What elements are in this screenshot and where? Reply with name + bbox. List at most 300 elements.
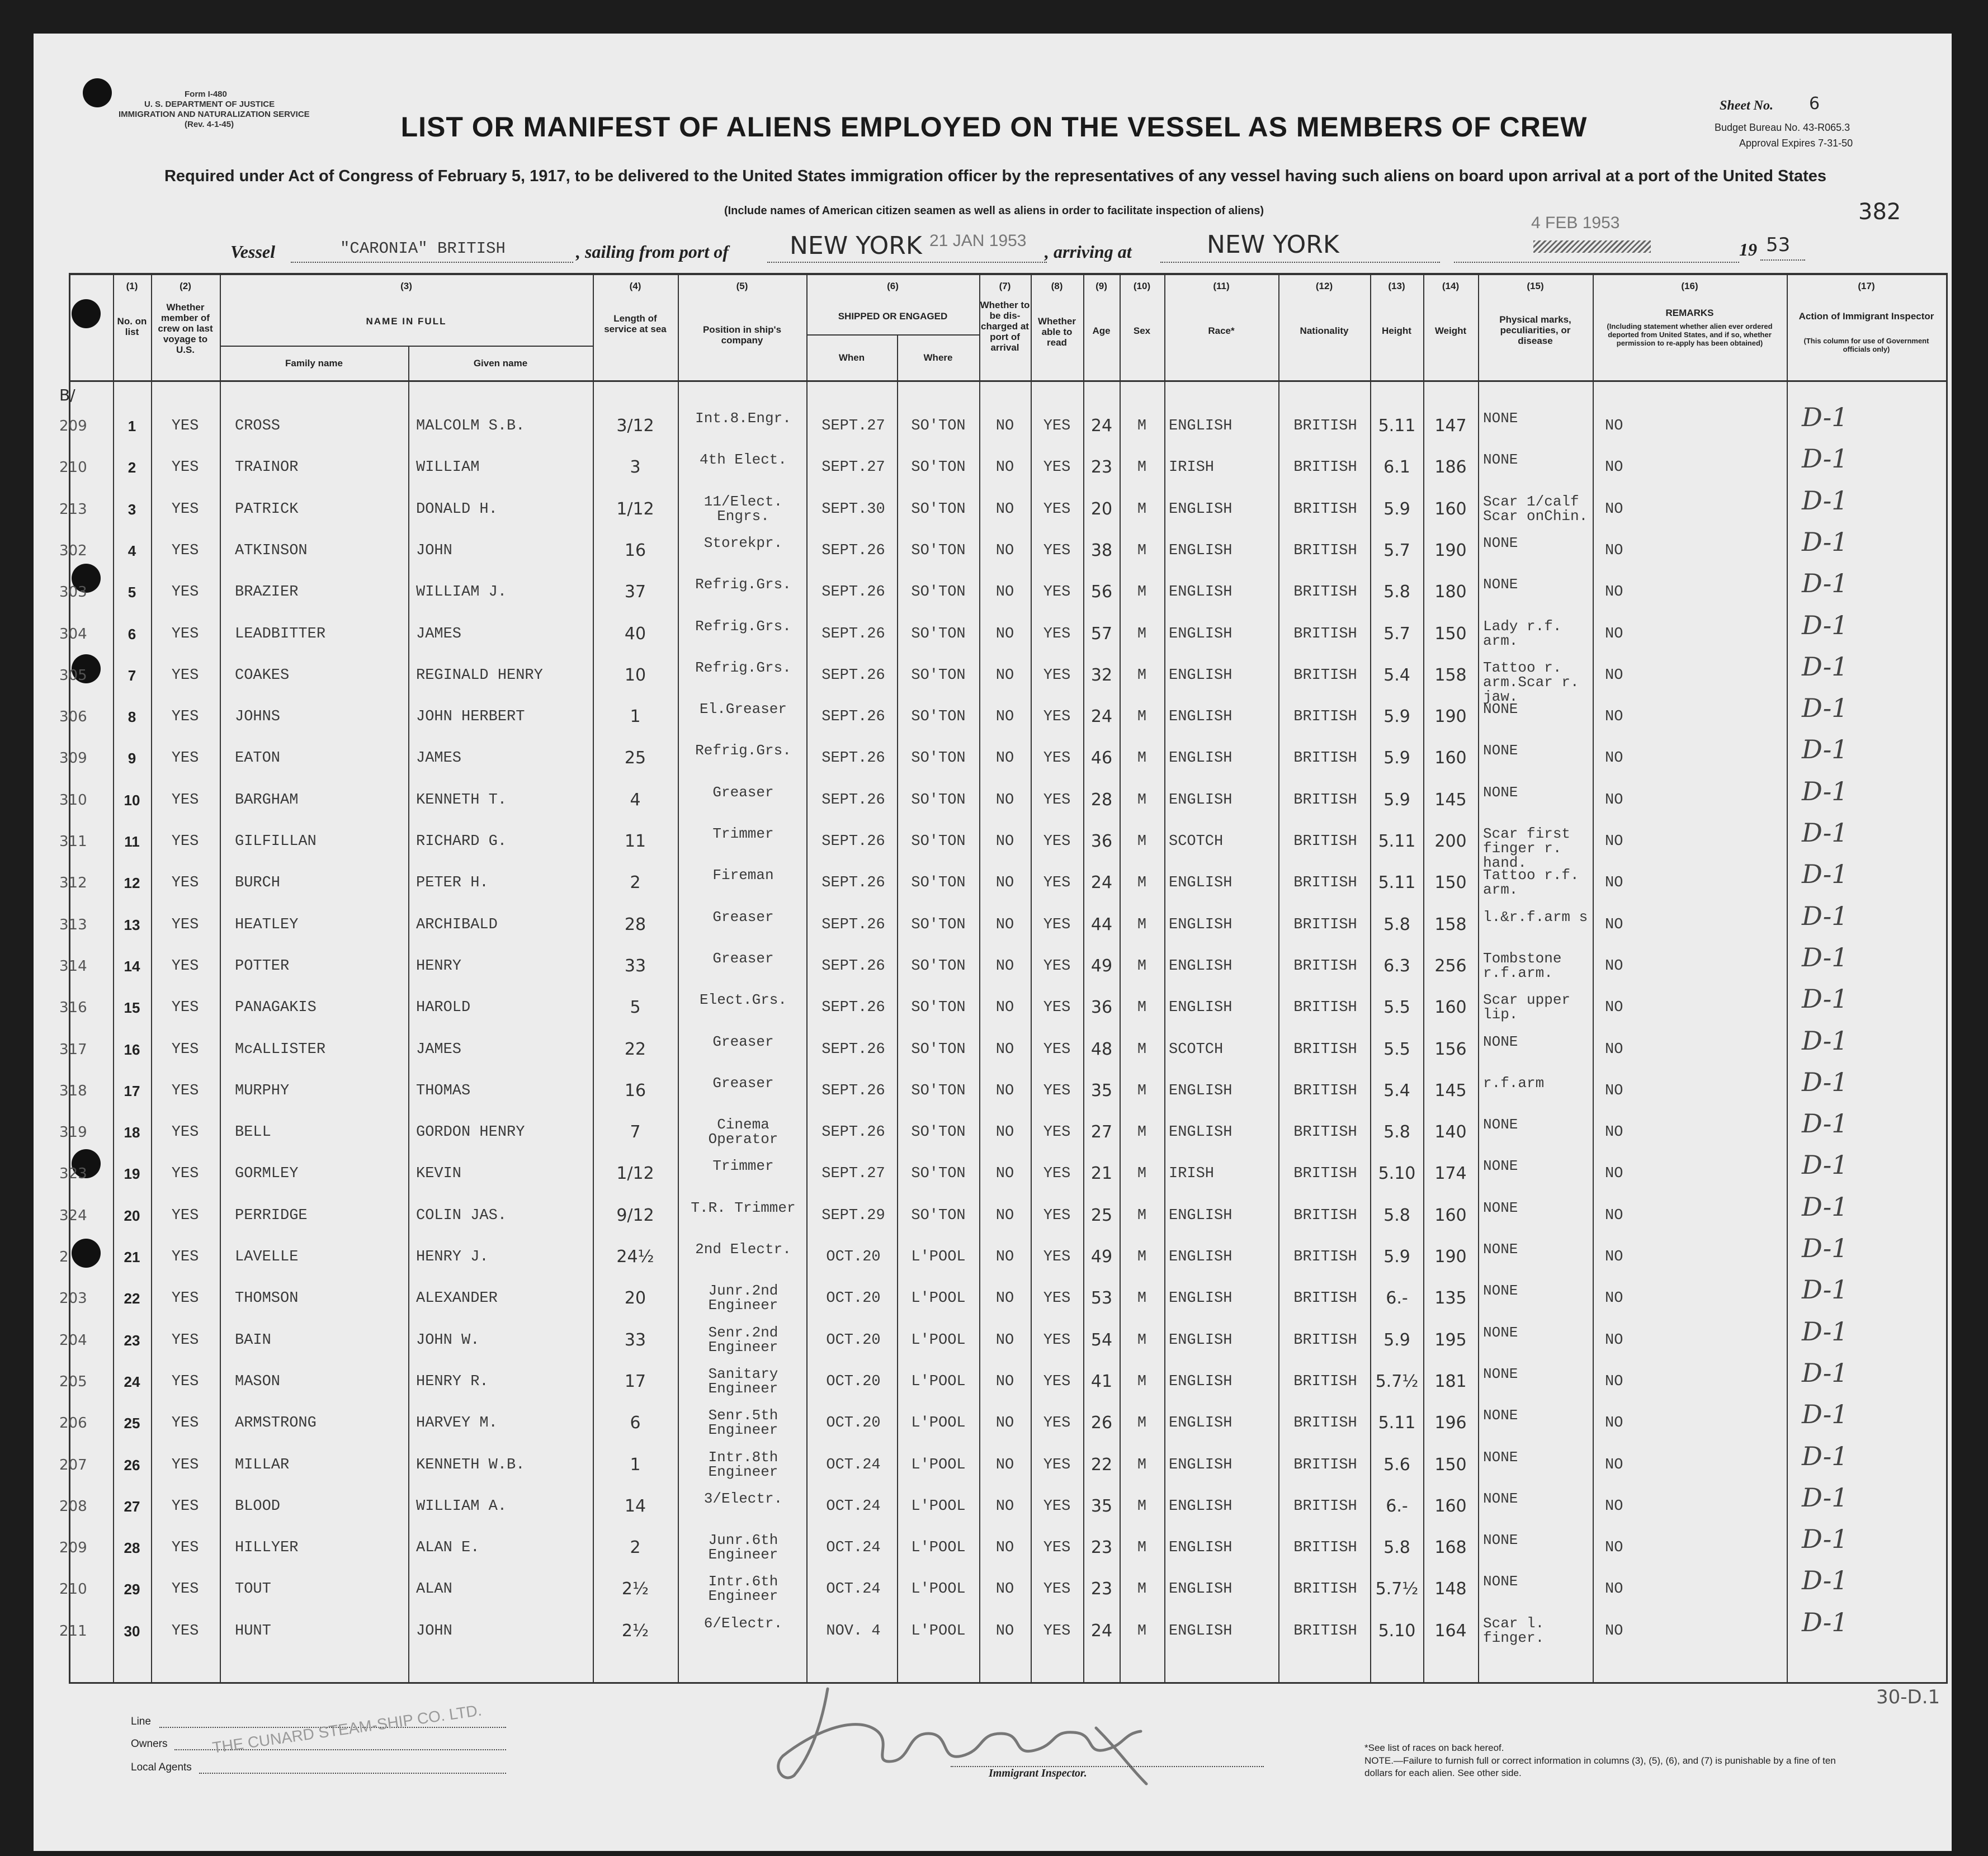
cell-nationality: BRITISH: [1293, 1539, 1357, 1556]
cell-where: SO'TON: [911, 792, 966, 809]
col10-num: (10): [1133, 281, 1151, 291]
cell-crew: YES: [171, 750, 199, 767]
cell-crew: YES: [171, 418, 199, 435]
cell-when: SEPT.30: [821, 501, 885, 518]
cell-nationality: BRITISH: [1293, 459, 1357, 476]
cell-sex: M: [1137, 1249, 1147, 1265]
cell-tally: 319: [59, 1124, 87, 1141]
cell-weight: 158: [1434, 915, 1467, 934]
cell-position: Intr.6th Engineer: [708, 1573, 778, 1604]
cell-when: SEPT.26: [821, 833, 885, 850]
cell-tally: 302: [59, 542, 87, 559]
cell-nationality: BRITISH: [1293, 750, 1357, 767]
cell-height: 5.7½: [1375, 1372, 1419, 1391]
col15-num: (15): [1527, 281, 1544, 291]
cell-race: IRISH: [1169, 459, 1215, 476]
cell-no: 9: [128, 750, 136, 767]
cell-position: Senr.5th Engineer: [708, 1407, 778, 1438]
cell-read: YES: [1043, 1207, 1071, 1224]
cell-given: REGINALD HENRY: [416, 667, 543, 684]
cell-given: ARCHIBALD: [416, 917, 498, 933]
table-row: [0, 901, 1988, 946]
cell-nationality: BRITISH: [1293, 917, 1357, 933]
cell-age: 48: [1090, 1040, 1113, 1059]
table-row: [0, 443, 1988, 488]
table-row: [0, 693, 1988, 738]
cell-no: 23: [124, 1332, 140, 1349]
cell-race: ENGLISH: [1169, 667, 1233, 684]
cell-nationality: BRITISH: [1293, 833, 1357, 850]
cell-no: 13: [124, 917, 140, 933]
cell-family: JOHNS: [235, 709, 281, 725]
cell-given: THOMAS: [416, 1083, 471, 1099]
cell-service: 33: [624, 1330, 646, 1350]
cell-crew: YES: [171, 1249, 199, 1265]
cell-remarks: NO: [1605, 1373, 1623, 1390]
cell-action: D-1: [1802, 485, 1848, 516]
table-row: [0, 1399, 1988, 1444]
cell-when: OCT.20: [826, 1290, 881, 1307]
cell-sex: M: [1137, 459, 1147, 476]
col14-num: (14): [1442, 281, 1460, 291]
cell-family: BRAZIER: [235, 584, 299, 601]
cell-tally: 203: [59, 1290, 87, 1307]
cell-given: JOHN HERBERT: [416, 709, 525, 725]
cell-discharged: NO: [995, 1041, 1014, 1058]
cell-crew: YES: [171, 1124, 199, 1141]
cell-service: 14: [624, 1496, 646, 1516]
cell-read: YES: [1043, 999, 1071, 1016]
cell-sex: M: [1137, 1457, 1147, 1474]
cell-crew: YES: [171, 792, 199, 809]
cell-age: 23: [1090, 1538, 1113, 1557]
cell-height: 5.11: [1378, 416, 1416, 436]
cell-age: 24: [1090, 416, 1113, 436]
cell-read: YES: [1043, 1041, 1071, 1058]
cell-nationality: BRITISH: [1293, 418, 1357, 435]
department: U. S. DEPARTMENT OF JUSTICE: [144, 100, 275, 109]
cell-marks: Tombstone r.f.arm.: [1483, 950, 1562, 981]
table-row: [0, 984, 1988, 1028]
cell-marks: Scar l. finger.: [1483, 1615, 1545, 1646]
cell-family: POTTER: [235, 958, 290, 975]
cell-race: ENGLISH: [1169, 501, 1233, 518]
cell-service: 16: [624, 1081, 646, 1101]
cell-tally: 313: [59, 917, 87, 933]
cell-given: COLIN JAS.: [416, 1207, 507, 1224]
cell-race: IRISH: [1169, 1165, 1215, 1182]
cell-where: SO'TON: [911, 501, 966, 518]
cell-nationality: BRITISH: [1293, 1332, 1357, 1349]
cell-family: HILLYER: [235, 1539, 299, 1556]
table-row: [0, 568, 1988, 613]
cell-where: SO'TON: [911, 542, 966, 559]
cell-race: ENGLISH: [1169, 750, 1233, 767]
cell-where: L'POOL: [911, 1332, 966, 1349]
cell-nationality: BRITISH: [1293, 1498, 1357, 1515]
cell-age: 21: [1090, 1164, 1113, 1183]
cell-weight: 150: [1434, 873, 1467, 892]
cell-no: 24: [124, 1373, 140, 1390]
cell-age: 38: [1090, 541, 1113, 560]
cell-given: JOHN: [416, 1623, 452, 1640]
cell-age: 25: [1090, 1206, 1113, 1225]
cell-read: YES: [1043, 1498, 1071, 1515]
col6-num: (6): [887, 281, 899, 291]
cell-sex: M: [1137, 667, 1147, 684]
cell-when: SEPT.27: [821, 459, 885, 476]
cell-where: L'POOL: [911, 1290, 966, 1307]
cell-position: Cinema Operator: [708, 1116, 778, 1147]
cell-family: PANAGAKIS: [235, 999, 317, 1016]
col6-header: SHIPPED OR ENGAGED: [838, 311, 948, 322]
cell-age: 57: [1090, 624, 1113, 644]
cell-remarks: NO: [1605, 1332, 1623, 1349]
cell-marks: NONE: [1483, 1532, 1518, 1548]
cell-sex: M: [1137, 958, 1147, 975]
cell-where: SO'TON: [911, 999, 966, 1016]
col2-header: Whether member of crew on last voyage to U.S.: [158, 302, 213, 355]
cell-where: SO'TON: [911, 667, 966, 684]
cell-age: 44: [1090, 915, 1113, 934]
cell-read: YES: [1043, 459, 1071, 476]
cell-where: L'POOL: [911, 1457, 966, 1474]
cell-age: 23: [1090, 457, 1113, 477]
cell-no: 28: [124, 1539, 140, 1556]
cell-family: TOUT: [235, 1581, 271, 1598]
cell-age: 28: [1090, 790, 1113, 810]
cell-given: PETER H.: [416, 875, 489, 891]
cell-read: YES: [1043, 626, 1071, 643]
cell-weight: 180: [1434, 582, 1467, 602]
cell-age: 27: [1090, 1122, 1113, 1142]
cell-given: MALCOLM S.B.: [416, 418, 525, 435]
cell-family: BAIN: [235, 1332, 271, 1349]
col10-header: Sex: [1133, 325, 1151, 336]
table-row: [0, 776, 1988, 821]
cell-marks: NONE: [1483, 1116, 1518, 1133]
cell-weight: 174: [1434, 1164, 1467, 1183]
cell-weight: 145: [1434, 1081, 1467, 1101]
cell-weight: 160: [1434, 1496, 1467, 1516]
cell-race: SCOTCH: [1169, 833, 1224, 850]
table-row: [0, 527, 1988, 572]
cell-position: Greaser: [712, 1075, 774, 1092]
cell-age: 56: [1090, 582, 1113, 602]
footer-line-label: Line: [131, 1716, 151, 1727]
cell-action: D-1: [1802, 1482, 1848, 1513]
cell-position: Junr.2nd Engineer: [708, 1282, 778, 1314]
cell-sex: M: [1137, 1207, 1147, 1224]
cell-read: YES: [1043, 1539, 1071, 1556]
cell-crew: YES: [171, 1623, 199, 1640]
cell-tally: 309: [59, 750, 87, 767]
cell-position: Trimmer: [712, 825, 774, 842]
cell-age: 20: [1090, 499, 1113, 519]
cell-age: 32: [1090, 665, 1113, 685]
col8-header: Whether able to read: [1038, 316, 1076, 348]
cell-action: D-1: [1802, 651, 1848, 682]
cell-where: SO'TON: [911, 584, 966, 601]
cell-weight: 156: [1434, 1040, 1467, 1059]
cell-when: SEPT.26: [821, 958, 885, 975]
cell-sex: M: [1137, 833, 1147, 850]
cell-position: Greaser: [712, 1033, 774, 1050]
table-row: [0, 651, 1988, 705]
cell-age: 24: [1090, 873, 1113, 892]
cell-action: D-1: [1802, 984, 1848, 1014]
cell-tally: 306: [59, 709, 87, 725]
cell-nationality: BRITISH: [1293, 792, 1357, 809]
cell-nationality: BRITISH: [1293, 584, 1357, 601]
cell-family: HUNT: [235, 1623, 271, 1640]
cell-family: BURCH: [235, 875, 281, 891]
cell-action: D-1: [1802, 610, 1848, 640]
cell-read: YES: [1043, 1457, 1071, 1474]
cell-read: YES: [1043, 750, 1071, 767]
cell-marks: NONE: [1483, 1573, 1518, 1590]
cell-tally: 213: [59, 501, 87, 518]
cell-sex: M: [1137, 1415, 1147, 1432]
cell-crew: YES: [171, 1415, 199, 1432]
cell-action: D-1: [1802, 1565, 1848, 1595]
cell-nationality: BRITISH: [1293, 958, 1357, 975]
prefix-b: B/: [59, 386, 75, 404]
cell-race: ENGLISH: [1169, 1623, 1233, 1640]
cell-crew: YES: [171, 1373, 199, 1390]
cell-nationality: BRITISH: [1293, 1290, 1357, 1307]
cell-weight: 190: [1434, 707, 1467, 726]
cell-given: HENRY: [416, 958, 462, 975]
cell-family: LEADBITTER: [235, 626, 326, 643]
cell-crew: YES: [171, 1041, 199, 1058]
cell-sex: M: [1137, 1623, 1147, 1640]
col12-header: Nationality: [1300, 325, 1349, 336]
col17-header: Action of Immigrant Inspector: [1798, 311, 1934, 322]
cell-read: YES: [1043, 1373, 1071, 1390]
cell-where: SO'TON: [911, 875, 966, 891]
cell-where: L'POOL: [911, 1373, 966, 1390]
sailing-date-stamp: 21 JAN 1953: [929, 232, 1027, 250]
col6b-header: Where: [923, 352, 953, 363]
fine-note: NOTE.—Failure to furnish full or correct information in columns (3), (5), (6), and (7) is punishable by a fine of ten dollars for each alien. See other side.: [1364, 1755, 1836, 1778]
cell-tally: 2: [59, 1249, 69, 1265]
cell-remarks: NO: [1605, 418, 1623, 435]
cell-when: SEPT.26: [821, 750, 885, 767]
cell-weight: 186: [1434, 457, 1467, 477]
table-row: [0, 1233, 1988, 1278]
cell-position: Greaser: [712, 950, 774, 967]
cell-race: SCOTCH: [1169, 1041, 1224, 1058]
cell-action: D-1: [1802, 527, 1848, 557]
cell-tally: 316: [59, 999, 87, 1016]
cell-given: WILLIAM J.: [416, 584, 507, 601]
cell-service: 4: [630, 790, 641, 810]
agent-stamp: THE CUNARD STEAM-SHIP CO. LTD.: [211, 1701, 483, 1756]
cell-position: Junr.6th Engineer: [708, 1532, 778, 1563]
col1-num: (1): [126, 281, 138, 291]
cell-remarks: NO: [1605, 584, 1623, 601]
cell-crew: YES: [171, 999, 199, 1016]
cell-marks: NONE: [1483, 576, 1518, 593]
cell-weight: 145: [1434, 790, 1467, 810]
cell-discharged: NO: [995, 1498, 1014, 1515]
cell-remarks: NO: [1605, 1207, 1623, 1224]
cell-weight: 150: [1434, 624, 1467, 644]
cell-height: 5.8: [1383, 1538, 1410, 1557]
cell-action: D-1: [1802, 859, 1848, 889]
cell-action: D-1: [1802, 901, 1848, 931]
cell-service: 33: [624, 956, 646, 976]
inspector-label: Immigrant Inspector.: [989, 1767, 1087, 1779]
cell-where: L'POOL: [911, 1539, 966, 1556]
cell-marks: NONE: [1483, 1407, 1518, 1424]
cell-read: YES: [1043, 709, 1071, 725]
cell-no: 22: [124, 1290, 140, 1307]
cell-when: SEPT.26: [821, 542, 885, 559]
cell-no: 6: [128, 626, 136, 643]
cell-sex: M: [1137, 626, 1147, 643]
cell-race: ENGLISH: [1169, 1207, 1233, 1224]
cell-when: SEPT.26: [821, 792, 885, 809]
cell-race: ENGLISH: [1169, 1498, 1233, 1515]
cell-marks: Tattoo r.f. arm.: [1483, 867, 1579, 898]
cell-nationality: BRITISH: [1293, 1457, 1357, 1474]
cell-where: SO'TON: [911, 1041, 966, 1058]
cell-weight: 164: [1434, 1621, 1467, 1641]
cell-where: SO'TON: [911, 1165, 966, 1182]
cell-position: Refrig.Grs.: [695, 742, 791, 759]
cell-service: 22: [624, 1040, 646, 1059]
cell-service: 24½: [616, 1247, 654, 1267]
cell-sex: M: [1137, 1373, 1147, 1390]
cell-when: SEPT.26: [821, 875, 885, 891]
col9-header: Age: [1092, 325, 1111, 336]
cell-nationality: BRITISH: [1293, 542, 1357, 559]
cell-nationality: BRITISH: [1293, 1207, 1357, 1224]
cell-service: 1/12: [616, 1164, 654, 1183]
footer-owners-label: Owners: [131, 1738, 168, 1750]
cell-position: 2nd Electr.: [695, 1241, 791, 1258]
cell-where: SO'TON: [911, 418, 966, 435]
cell-height: 5.6: [1383, 1455, 1410, 1475]
cell-nationality: BRITISH: [1293, 1249, 1357, 1265]
cell-no: 18: [124, 1124, 140, 1141]
cell-when: OCT.20: [826, 1332, 881, 1349]
cell-action: D-1: [1802, 1108, 1848, 1139]
cell-no: 12: [124, 875, 140, 891]
cell-sex: M: [1137, 501, 1147, 518]
cell-nationality: BRITISH: [1293, 875, 1357, 891]
footer-agents-label: Local Agents: [131, 1761, 192, 1773]
cell-remarks: NO: [1605, 917, 1623, 933]
cell-family: HEATLEY: [235, 917, 299, 933]
cell-action: D-1: [1802, 1441, 1848, 1471]
cell-family: TRAINOR: [235, 459, 299, 476]
cell-tally: 318: [59, 1083, 87, 1099]
cell-sex: M: [1137, 1041, 1147, 1058]
cell-weight: 196: [1434, 1413, 1467, 1433]
cell-read: YES: [1043, 667, 1071, 684]
cell-marks: NONE: [1483, 1449, 1518, 1466]
cell-no: 14: [124, 958, 140, 975]
cell-crew: YES: [171, 1165, 199, 1182]
cell-sex: M: [1137, 917, 1147, 933]
cell-tally: 210: [59, 459, 87, 476]
cell-race: ENGLISH: [1169, 418, 1233, 435]
table-row: [0, 1150, 1988, 1194]
cell-remarks: NO: [1605, 1457, 1623, 1474]
cell-remarks: NO: [1605, 1124, 1623, 1141]
cell-read: YES: [1043, 1581, 1071, 1598]
cell-where: L'POOL: [911, 1249, 966, 1265]
cell-where: SO'TON: [911, 833, 966, 850]
cell-marks: Scar upper lip.: [1483, 991, 1571, 1023]
cell-discharged: NO: [995, 1290, 1014, 1307]
cell-given: JOHN: [416, 542, 452, 559]
cell-weight: 160: [1434, 499, 1467, 519]
cell-marks: NONE: [1483, 1490, 1518, 1507]
cell-height: 5.10: [1378, 1621, 1416, 1641]
cell-crew: YES: [171, 1332, 199, 1349]
cell-where: L'POOL: [911, 1623, 966, 1640]
table-row: [0, 1565, 1988, 1610]
cell-marks: NONE: [1483, 1033, 1518, 1050]
cell-height: 5.5: [1383, 1040, 1410, 1059]
cell-position: Storekpr.: [703, 535, 783, 551]
cell-discharged: NO: [995, 792, 1014, 809]
cell-discharged: NO: [995, 833, 1014, 850]
cell-height: 6.-: [1386, 1496, 1408, 1516]
cell-given: RICHARD G.: [416, 833, 507, 850]
cell-action: D-1: [1802, 1233, 1848, 1263]
cell-tally: 209: [59, 418, 87, 435]
cell-service: 2: [630, 1538, 641, 1557]
cell-where: SO'TON: [911, 459, 966, 476]
cell-position: Refrig.Grs.: [695, 659, 791, 676]
cell-tally: 312: [59, 875, 87, 891]
form-revision: (Rev. 4-1-45): [185, 120, 234, 129]
cell-read: YES: [1043, 958, 1071, 975]
cell-family: ARMSTRONG: [235, 1415, 317, 1432]
table-row: [0, 818, 1988, 871]
cell-tally: 211: [59, 1623, 87, 1640]
cell-age: 49: [1090, 1247, 1113, 1267]
cell-when: SEPT.26: [821, 1124, 885, 1141]
cell-service: 28: [624, 915, 646, 934]
cell-crew: YES: [171, 542, 199, 559]
cell-family: EATON: [235, 750, 281, 767]
table-row: [0, 1274, 1988, 1319]
cell-marks: r.f.arm: [1483, 1075, 1545, 1092]
col13-num: (13): [1388, 281, 1405, 291]
cell-action: D-1: [1802, 818, 1848, 848]
cell-height: 5.11: [1378, 832, 1416, 851]
cell-sex: M: [1137, 792, 1147, 809]
cell-no: 7: [128, 667, 136, 684]
cell-given: HAROLD: [416, 999, 471, 1016]
cell-discharged: NO: [995, 1332, 1014, 1349]
cell-read: YES: [1043, 1083, 1071, 1099]
table-row: [0, 1316, 1988, 1361]
table-row: [0, 859, 1988, 904]
cell-race: ENGLISH: [1169, 958, 1233, 975]
cell-service: 1: [630, 1455, 641, 1475]
cell-read: YES: [1043, 1249, 1071, 1265]
cell-weight: 160: [1434, 1206, 1467, 1225]
cell-weight: 190: [1434, 1247, 1467, 1267]
cell-given: ALAN: [416, 1581, 452, 1598]
